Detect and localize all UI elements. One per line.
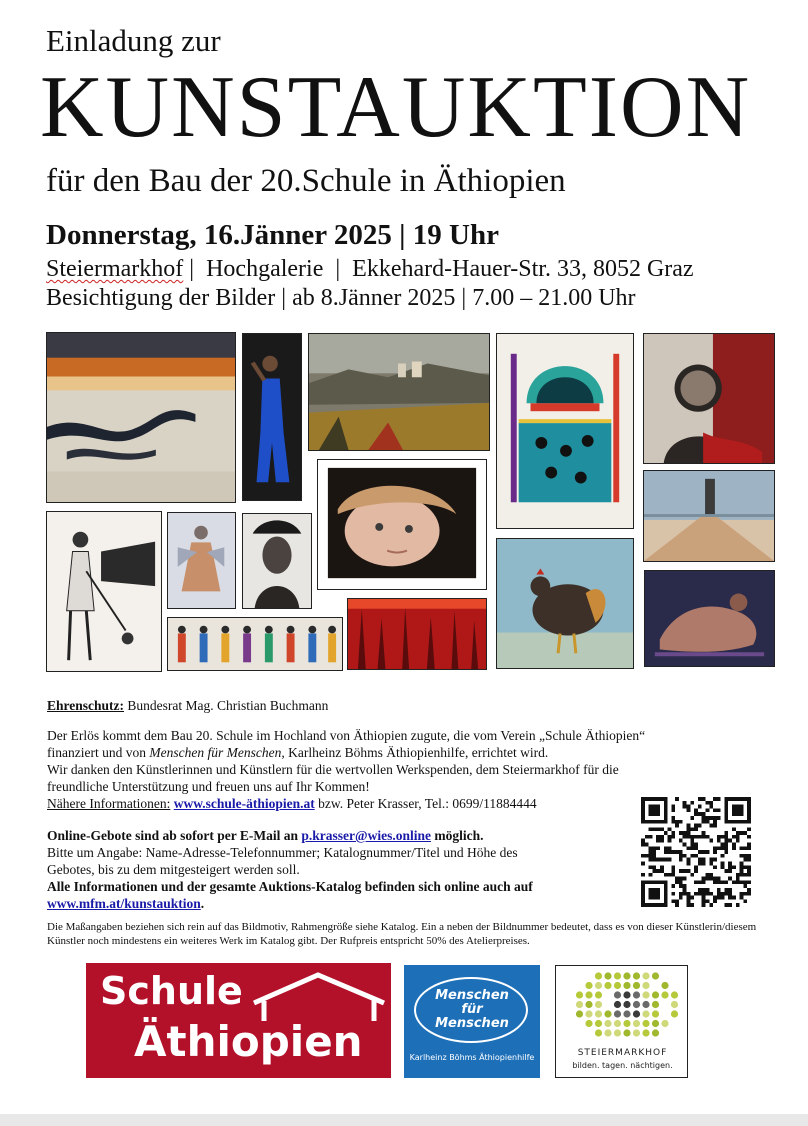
subtitle: für den Bau der 20.Schule in Äthiopien: [46, 163, 566, 199]
steiermarkhof-name: STEIERMARKHOF: [577, 1048, 668, 1058]
online-bidding-text: Online-Gebote sind ab sofort per E-Mail an: [47, 828, 302, 843]
event-date: Donnerstag, 16.Jänner 2025 | 19 Uhr: [46, 219, 499, 251]
description-line-1: Der Erlös kommt dem Bau 20. Schule im Hochland von Äthiopien zugute, die vom Verein „Schule Äthiopien“: [47, 728, 646, 743]
website-link[interactable]: www.schule-äthiopien.at: [173, 796, 315, 811]
mfm-word2: für: [461, 1002, 483, 1017]
viewing-line: Besichtigung der Bilder | ab 8.Jänner 2025 | 7.00 – 21.00 Uhr: [46, 285, 636, 311]
page-title: KUNSTAUKTION: [40, 59, 752, 156]
contact-info: bzw. Peter Krasser, Tel.: 0699/11884444: [314, 796, 537, 811]
organisation-name: Menschen für Menschen: [149, 745, 282, 760]
mfm-word3: Menschen: [435, 1016, 509, 1031]
catalog-info: Alle Informationen und der gesamte Auktions-Katalog befinden sich online auch auf: [47, 879, 533, 894]
venue-name: Steiermarkhof: [46, 256, 184, 282]
patronage-line: [47, 697, 767, 714]
schule-logo-word1: Schule: [100, 969, 243, 1013]
patronage-label: Ehrenschutz:: [47, 698, 125, 713]
email-link[interactable]: p.krasser@wies.online: [301, 828, 431, 843]
mfm-subtitle: Karlheinz Böhms Äthiopienhilfe: [409, 1053, 535, 1062]
catalog-link-line: [47, 895, 637, 912]
qr-code[interactable]: [641, 797, 751, 907]
schule-aethiopien-logo[interactable]: [86, 963, 391, 1078]
artwork-nude-figure: [644, 570, 775, 667]
steiermarkhof-slogan: bilden. tagen. nächtigen.: [572, 1061, 673, 1070]
artwork-walkway-sea: [643, 470, 775, 562]
patronage-name: Bundesrat Mag. Christian Buchmann: [124, 698, 329, 713]
footnote: Die Maßangaben beziehen sich rein auf das Bildmotiv, Rahmengröße siehe Katalog. Ein a neben der Bildnummer bedeutet, dass es von dieser Künstlerin/diesem Künstler noch mindestens ein weiteres Werk im Katalog gibt. Der Rufpreis entspricht 50% des Atelierpreises.: [47, 921, 757, 947]
description-text: finanziert und von: [47, 745, 150, 760]
schule-logo-word2: Äthiopien: [134, 1017, 363, 1066]
description-line-4: freundliche Unterstützung und freuen uns auf Ihr Kommen!: [47, 779, 370, 794]
artwork-fairy-figure: [167, 512, 236, 609]
online-bidding-section: [47, 827, 637, 912]
artwork-portrait-woman-bw: [242, 513, 312, 609]
artwork-red-forest: [347, 598, 487, 670]
bid-instructions-1: Bitte um Angabe: Name-Adresse-Telefonnummer; Katalognummer/Titel und Höhe des: [47, 845, 518, 860]
bottom-bar: [0, 1114, 808, 1126]
online-bidding-end: möglich.: [430, 828, 484, 843]
catalog-link-end: .: [200, 896, 205, 911]
description-line-2: [47, 744, 767, 761]
artwork-hen: [496, 538, 634, 669]
menschen-fuer-menschen-logo[interactable]: [404, 965, 540, 1078]
artwork-landscape-river: [46, 332, 236, 503]
venue-line: [46, 253, 694, 285]
online-bidding-line: [47, 827, 637, 844]
description-line-3: Wir danken den Künstlerinnen und Künstlern für die wertvollen Werkspenden, dem Steiermarkhof für die: [47, 762, 619, 777]
info-label: Nähere Informationen:: [47, 796, 171, 811]
artwork-woman-umbrella: [46, 511, 162, 672]
mfm-word1: Menschen: [435, 988, 509, 1003]
artwork-portrait-woman-red: [643, 333, 775, 464]
artwork-portrait-child: [317, 459, 487, 590]
invitation-line: Einladung zur: [46, 23, 221, 58]
description-text-end: , Karlheinz Böhms Äthiopienhilfe, errichtet wird.: [281, 745, 549, 760]
catalog-link[interactable]: www.mfm.at/kunstauktion: [47, 896, 201, 911]
artwork-hill-town: [308, 333, 490, 451]
bid-instructions-2: Gebotes, bis zu dem mitgesteigert werden soll.: [47, 862, 300, 877]
steiermarkhof-logo[interactable]: [555, 965, 688, 1078]
artwork-colorful-domes: [496, 333, 634, 529]
venue-address: | Hochgalerie | Ekkehard-Hauer-Str. 33, 8052 Graz: [183, 256, 694, 282]
artwork-african-women: [167, 617, 343, 671]
artwork-dancer-blue: [242, 333, 302, 501]
